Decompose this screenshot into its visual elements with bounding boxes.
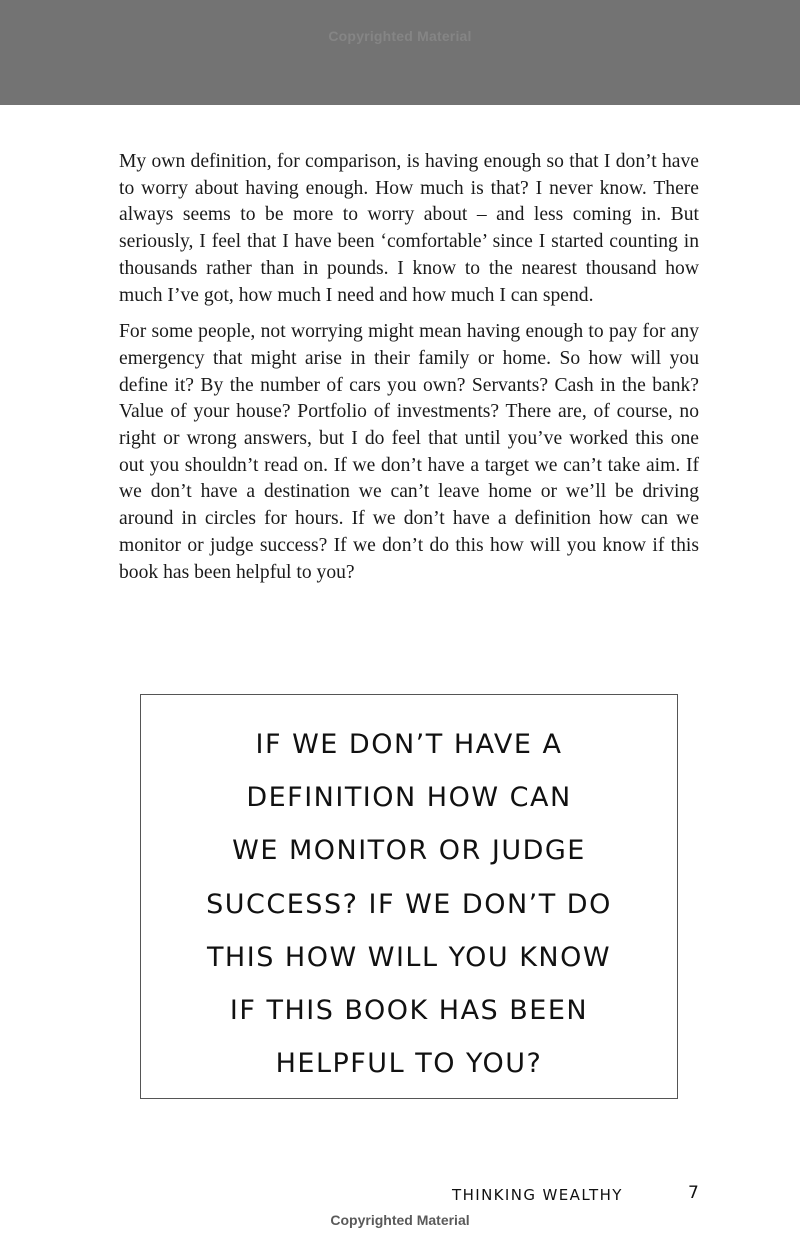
copyright-watermark-bottom: Copyrighted Material <box>330 1212 470 1228</box>
running-footer-title: THINKING WEALTHY <box>452 1186 623 1204</box>
copyright-watermark-top: Copyrighted Material <box>328 28 472 44</box>
paragraph: My own definition, for comparison, is having enough so that I don’t have to worry about having enough. How much is that? I never know. There always seems to be more to worry about – and less coming in. But seriously, I feel that I have been ‘comfortable’ since I started counting in thousands rather than in pounds. I know to the nearest thousand how much I’ve got, how much I need and how much I can spend. <box>119 151 699 306</box>
pull-quote-line: DEFINITION HOW CAN <box>246 782 572 814</box>
pull-quote-line: IF THIS BOOK HAS BEEN <box>229 995 589 1027</box>
pull-quote-line: HELPFUL TO YOU? <box>275 1048 543 1080</box>
paragraph: For some people, not worrying might mean having enough to pay for any emergency that might arise in their family or home. So how will you define it? By the number of cars you own? Servants? Cash in the bank? Value of your house? Portfolio of investments? There are, of course, no right or wrong answers, but I do feel that until you’ve worked this one out you shouldn’t read on. If we don’t have a target we can’t take aim. If we don’t have a destination we can’t leave home or we’ll be driving around in circles for hours. If we don’t have a definition how can we monitor or judge success? If we don’t do this how will you know if this book has been helpful to you? <box>119 321 699 583</box>
pull-quote-line: THIS HOW WILL YOU KNOW <box>206 941 612 973</box>
page-number: 7 <box>688 1183 699 1203</box>
pull-quote <box>0 718 800 1090</box>
pull-quote-line: WE MONITOR OR JUDGE <box>232 835 586 867</box>
pull-quote-line: IF WE DON’T HAVE A <box>255 729 563 760</box>
pull-quote-line: SUCCESS? IF WE DON’T DO <box>206 888 612 920</box>
top-banner <box>0 0 800 105</box>
body-text <box>119 149 699 596</box>
